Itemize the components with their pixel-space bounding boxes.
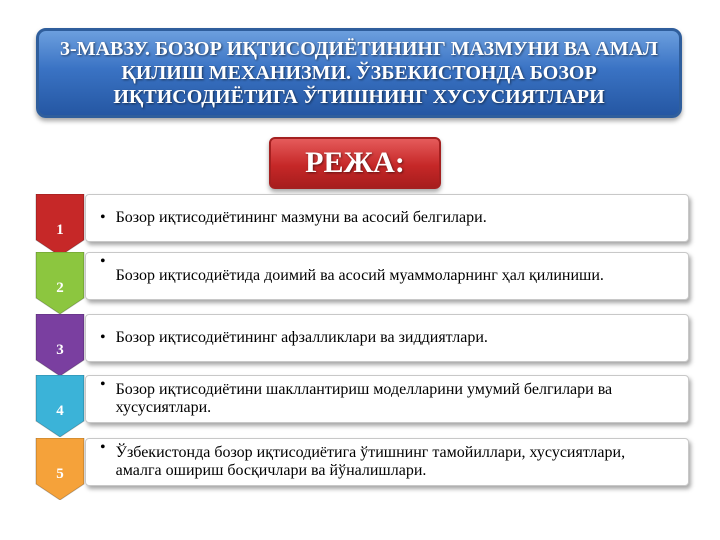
plan-item-card <box>85 375 689 423</box>
bullet-icon: • <box>100 329 106 346</box>
plan-item-card <box>85 314 689 362</box>
title-banner <box>36 28 682 118</box>
plan-item-card <box>85 252 689 300</box>
plan-item-text: Ўзбекистонда бозор иқтисодиётига ўтишнинг тамойиллари, хусусиятлари, амалга ошириш босқичлари ва йўналишлари. <box>115 444 626 479</box>
bullet-icon: • <box>100 253 106 270</box>
bullet-icon: • <box>100 376 106 393</box>
plan-item-card <box>85 438 689 486</box>
plan-item-1 <box>30 194 694 252</box>
plan-item-text: Бозор иқтисодиётининг афзалликлари ва зиддиятлари. <box>115 329 488 346</box>
page-title: 3-МАВЗУ. БОЗОР ИҚТИСОДИЁТИНИНГ МАЗМУНИ ВА АМАЛ ҚИЛИШ МЕХАНИЗМИ. ЎЗБЕКИСТОНДА БОЗОР ИҚТИСОДИЁТИГА ЎТИШНИНГ ХУСУСИЯТЛАРИ <box>60 38 658 108</box>
bullet-icon: • <box>100 439 106 456</box>
plan-item-3 <box>30 314 694 372</box>
plan-item-4 <box>30 375 694 433</box>
plan-item-number: 1 <box>56 222 64 238</box>
plan-item-number: 5 <box>56 466 64 482</box>
plan-item-number: 2 <box>56 280 64 296</box>
plan-item-card <box>85 194 689 242</box>
plan-item-2 <box>30 252 694 310</box>
plan-item-text: Бозор иқтисодиётини шакллантириш моделларини умумий белгилари ва хусусиятлари. <box>115 381 613 416</box>
plan-item-text: Бозор иқтисодиётининг мазмуни ва асосий белгилари. <box>115 209 487 226</box>
bullet-icon: • <box>100 209 106 226</box>
plan-item-number: 4 <box>56 403 64 419</box>
plan-item-5 <box>30 438 694 496</box>
plan-label: РЕЖА: <box>269 137 441 189</box>
plan-item-text: Бозор иқтисодиётида доимий ва асосий муаммоларнинг ҳал қилиниши. <box>115 267 604 284</box>
plan-item-number: 3 <box>56 342 64 358</box>
